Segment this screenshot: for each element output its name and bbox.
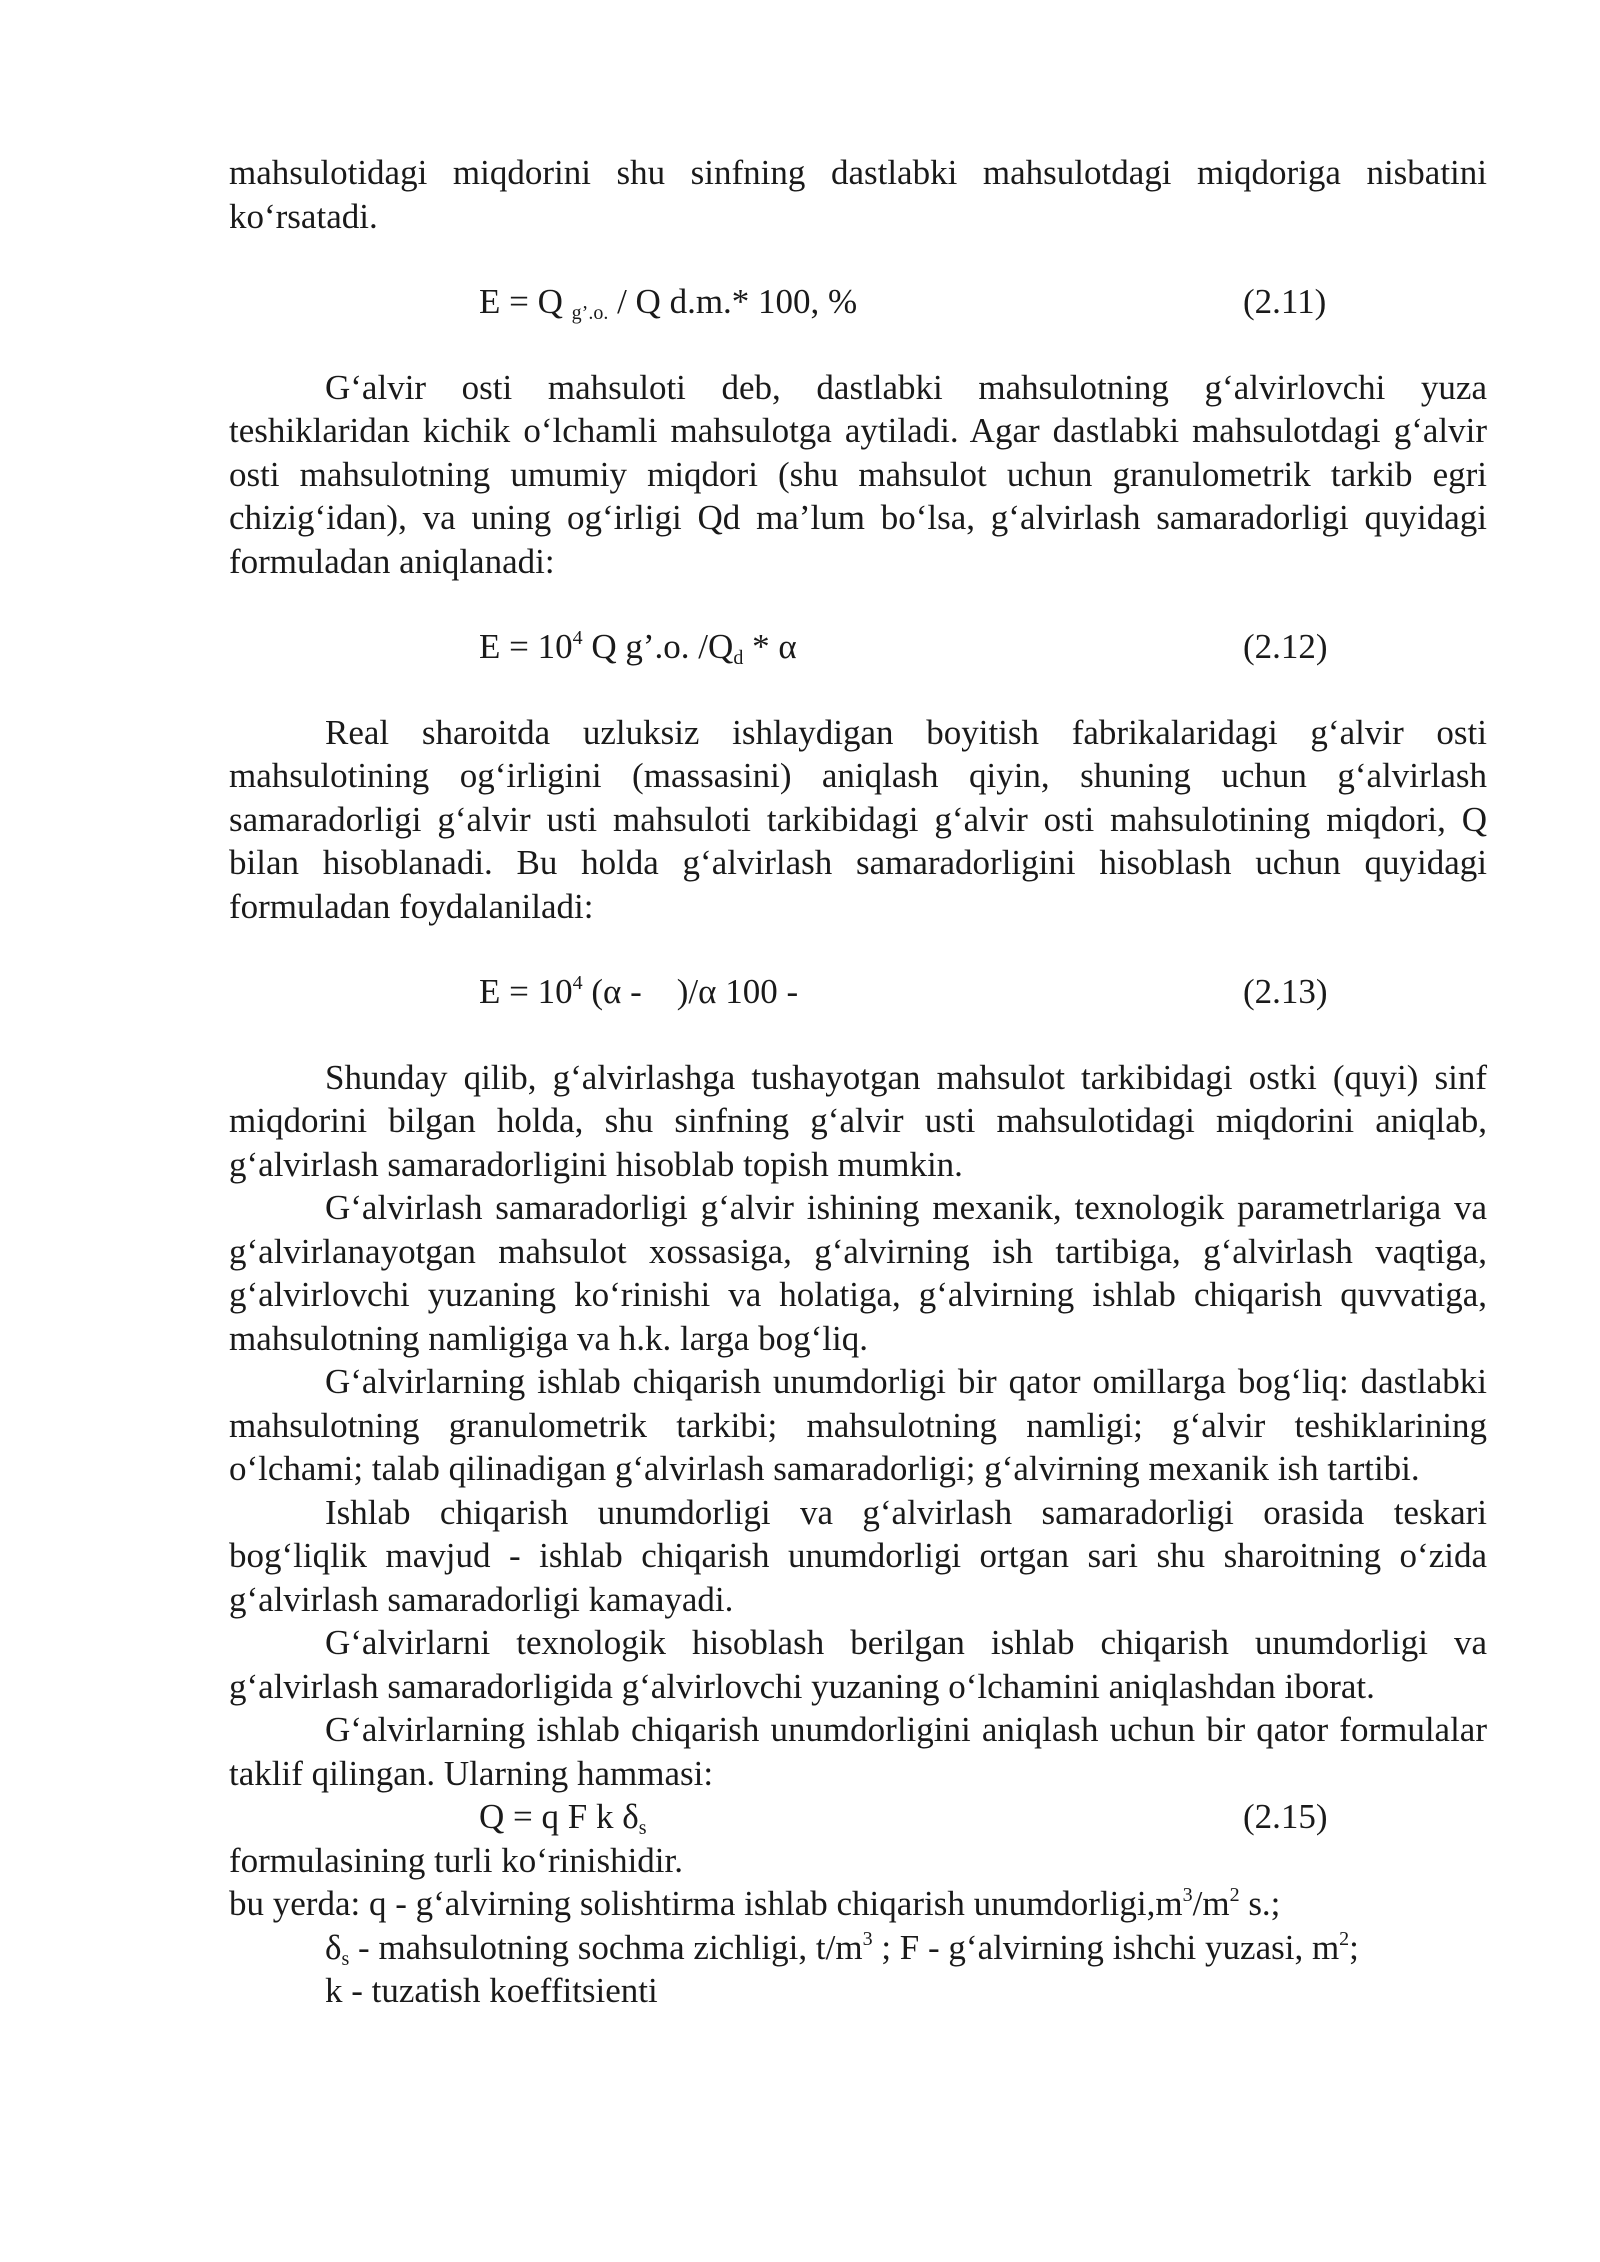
equation-2-11 [229,280,1487,324]
paragraph-real-conditions: Real sharoitda uzluksiz ishlaydigan boyitish fabrikalaridagi g‘alvir osti mahsulotining og‘irligini (massasini) aniqlash qiyin, shuning uchun g‘alvirlash samaradorligi g‘alvir usti mahsuloti tarkibidagi g‘alvir osti mahsulotining miqdori, Q bilan hisoblanadi. Bu holda g‘alvirlash samaradorligini hisoblash uchun quyidagi formuladan foydalaniladi: [229,712,1487,926]
paragraph-formula-forms: formulasining turli ko‘rinishidir. [229,1840,683,1880]
equation-2-12-number: (2.12) [1243,627,1328,666]
equation-2-15-formula: Q = q F k $\delta_s$ [479,1797,647,1839]
paragraph-technological-calculation: G‘alvirlarni texnologik hisoblash berilgan ishlab chiqarish unumdorligi va g‘alvirlash samaradorligida g‘alvirlovchi yuzaning o‘lchamini aniqlashdan iborat. [229,1623,1487,1706]
paragraph-conclusion: Shunday qilib, g‘alvirlashga tushayotgan mahsulot tarkibidagi ostki (quyi) sinf miqdorini bilgan holda, shu sinfning g‘alvir usti mahsulotidagi miqdorini aniqlab, g‘alvirlash samaradorligini hisoblab topish mumkin. [229,1057,1487,1184]
paragraph-efficiency-factors: G‘alvirlash samaradorligi g‘alvir ishining mexanik, texnologik parametrlariga va g‘alvirlanayotgan mahsulot xossasiga, g‘alvirning ish tartibiga, g‘alvirlash vaqtiga, g‘alvirlovchi yuzaning ko‘rinishi va holatiga, g‘alvirning ishlab chiqarish quvvatiga, mahsulotning namligiga va h.k. larga bog‘liq. [229,1188,1487,1358]
paragraph-productivity-factors: G‘alvirlarning ishlab chiqarish unumdorligi bir qator omillarga bog‘liq: dastlabki mahsulotning granulometrik tarkibi; mahsulotning namligi; g‘alvir teshiklarining o‘lchami; talab qilinadigan g‘alvirlash samaradorligi; g‘alvirning mexanik ish tartibi. [229,1362,1487,1488]
equation-2-13-number: (2.13) [1243,972,1328,1011]
equation-2-15 [229,1795,1487,1839]
paragraph-formulas-proposed: G‘alvirlarning ishlab chiqarish unumdorligini aniqlash uchun bir qator formulalar taklif qilingan. Ularning hammasi: [229,1710,1487,1793]
definitions-list [229,1882,1487,2013]
definition-k: k - tuzatish koeffitsienti [325,1971,658,2010]
equation-2-13 [229,970,1487,1014]
document-body [229,151,1487,2013]
equation-2-11-formula: E = Q $_{g’.o.}$ / Q d.m.* 100, % [479,282,858,324]
definition-density-area: $\delta_s$ - mahsulotning sochma zichligi, $t/m^3$ ; F - g‘alvirning ishchi yuzasi, $m^2$; [325,1927,1359,1970]
equation-2-11-number: (2.11) [1243,282,1327,321]
paragraph-undersize-definition: G‘alvir osti mahsuloti deb, dastlabki mahsulotning g‘alvirlovchi yuza teshiklaridan kichik o‘lchamli mahsulotga aytiladi. Agar dastlabki mahsulotdagi g‘alvir osti mahsulotning umumiy miqdori (shu mahsulot uchun granulometrik tarkib egri chizig‘idan), va uning og‘irligi Qd ma’lum bo‘lsa, g‘alvirlash samaradorligi quyidagi formuladan aniqlanadi: [229,367,1487,581]
equation-2-12-formula: $E = 10^4$ Q g’.o. $/Q_d$ * α [479,627,797,669]
equation-2-13-formula: $E = 10^4$ (α - )/α 100 - [479,972,799,1011]
equation-2-12 [229,625,1487,669]
equation-2-15-number: (2.15) [1243,1797,1328,1836]
paragraph-inverse-relation: Ishlab chiqarish unumdorligi va g‘alvirlash samaradorligi orasida teskari bog‘liqlik mavjud - ishlab chiqarish unumdorligi ortgan sari shu sharoitning o‘zida g‘alvirlash samaradorligi kamayadi. [229,1492,1487,1619]
paragraph-intro: mahsulotidagi miqdorini shu sinfning dastlabki mahsulotdagi miqdoriga nisbatini ko‘rsatadi. [229,153,1487,236]
definition-q: bu yerda: q - g‘alvirning solishtirma ishlab chiqarish $unumdorligi,m^3/m^2$ s.; [229,1884,1281,1923]
